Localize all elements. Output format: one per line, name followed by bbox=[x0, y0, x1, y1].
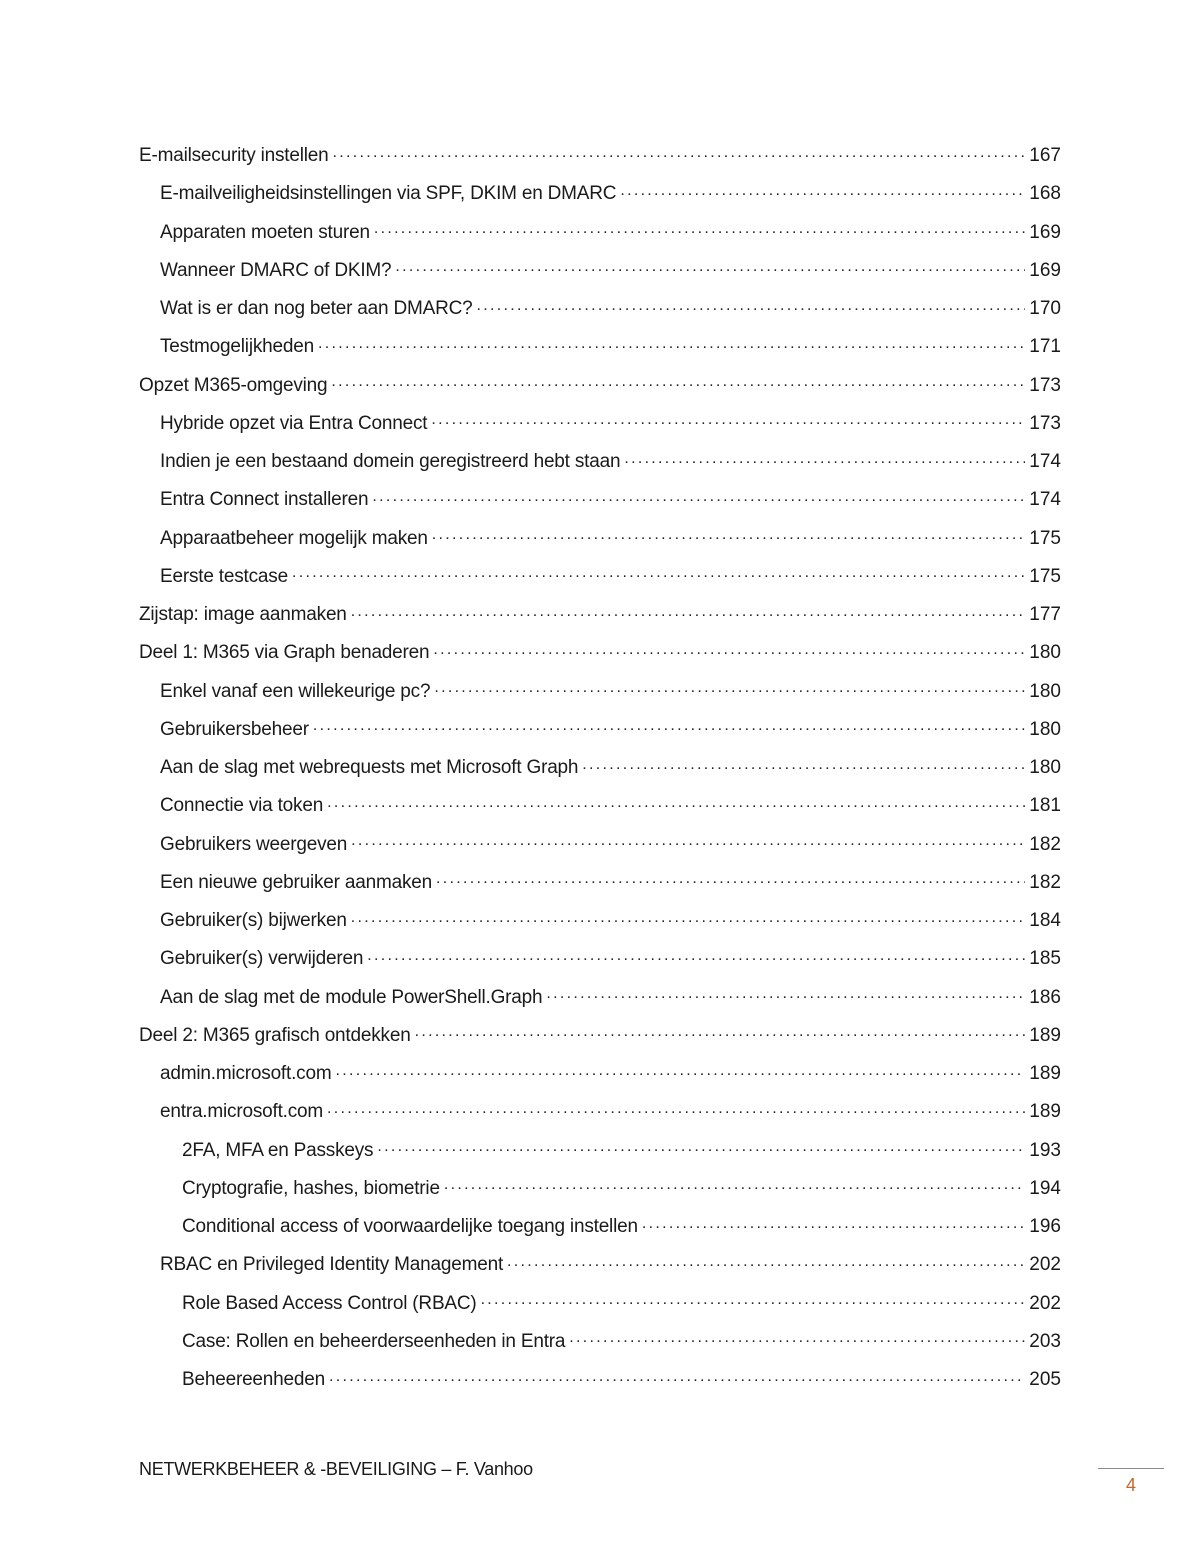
footer-divider bbox=[1098, 1468, 1164, 1469]
dot-leader bbox=[351, 835, 1025, 854]
toc-entry-title: Connectie via token bbox=[160, 795, 327, 817]
dot-leader bbox=[292, 567, 1025, 586]
table-of-contents bbox=[139, 137, 1061, 1399]
dot-leader bbox=[507, 1256, 1025, 1275]
toc-entry-title: Entra Connect installeren bbox=[160, 489, 372, 511]
toc-entry[interactable] bbox=[139, 214, 1061, 252]
toc-entry[interactable] bbox=[139, 252, 1061, 290]
toc-entry[interactable] bbox=[139, 1323, 1061, 1361]
toc-entry-page: 189 bbox=[1025, 1025, 1061, 1047]
dot-leader bbox=[444, 1179, 1025, 1198]
toc-entry-title: Conditional access of voorwaardelijke toegang instellen bbox=[182, 1216, 642, 1238]
toc-entry-page: 167 bbox=[1025, 145, 1061, 167]
toc-entry[interactable] bbox=[139, 787, 1061, 825]
toc-entry-title: RBAC en Privileged Identity Management bbox=[160, 1254, 507, 1276]
toc-entry-title: Role Based Access Control (RBAC) bbox=[182, 1293, 481, 1315]
dot-leader bbox=[624, 453, 1025, 472]
toc-entry[interactable] bbox=[139, 405, 1061, 443]
toc-entry-title: Opzet M365-omgeving bbox=[139, 375, 331, 397]
dot-leader bbox=[569, 1332, 1025, 1351]
toc-entry-title: Enkel vanaf een willekeurige pc? bbox=[160, 681, 434, 703]
footer-title: NETWERKBEHEER & -BEVEILIGING – F. Vanhoo bbox=[139, 1459, 533, 1479]
dot-leader bbox=[582, 759, 1025, 778]
toc-entry[interactable] bbox=[139, 596, 1061, 634]
dot-leader bbox=[476, 300, 1025, 319]
dot-leader bbox=[313, 720, 1025, 739]
dot-leader bbox=[377, 1141, 1025, 1160]
toc-entry-page: 185 bbox=[1025, 948, 1061, 970]
toc-entry-page: 180 bbox=[1025, 719, 1061, 741]
dot-leader bbox=[433, 644, 1025, 663]
toc-entry[interactable] bbox=[139, 1017, 1061, 1055]
dot-leader bbox=[432, 529, 1026, 548]
dot-leader bbox=[331, 376, 1025, 395]
toc-entry[interactable] bbox=[139, 1055, 1061, 1093]
toc-entry-page: 180 bbox=[1025, 681, 1061, 703]
toc-entry[interactable] bbox=[139, 1132, 1061, 1170]
toc-entry-page: 169 bbox=[1025, 222, 1061, 244]
toc-entry-page: 202 bbox=[1025, 1293, 1061, 1315]
toc-entry-page: 170 bbox=[1025, 298, 1061, 320]
toc-entry-page: 205 bbox=[1025, 1369, 1061, 1391]
dot-leader bbox=[329, 1371, 1025, 1390]
toc-entry-title: Testmogelijkheden bbox=[160, 336, 318, 358]
toc-entry-page: 203 bbox=[1025, 1331, 1061, 1353]
toc-entry[interactable] bbox=[139, 367, 1061, 405]
toc-entry[interactable] bbox=[139, 1246, 1061, 1284]
toc-entry[interactable] bbox=[139, 175, 1061, 213]
dot-leader bbox=[481, 1294, 1026, 1313]
dot-leader bbox=[374, 223, 1025, 242]
dot-leader bbox=[351, 912, 1026, 931]
toc-entry-page: 174 bbox=[1025, 451, 1061, 473]
toc-entry[interactable] bbox=[139, 328, 1061, 366]
toc-entry-page: 174 bbox=[1025, 489, 1061, 511]
toc-entry[interactable] bbox=[139, 940, 1061, 978]
toc-entry-title: Indien je een bestaand domein geregistreerd hebt staan bbox=[160, 451, 624, 473]
toc-entry[interactable] bbox=[139, 673, 1061, 711]
toc-entry-title: Case: Rollen en beheerderseenheden in Entra bbox=[182, 1331, 569, 1353]
toc-entry-title: Hybride opzet via Entra Connect bbox=[160, 413, 431, 435]
toc-entry-title: Beheereenheden bbox=[182, 1369, 329, 1391]
toc-entry-page: 189 bbox=[1025, 1101, 1061, 1123]
dot-leader bbox=[333, 147, 1026, 166]
toc-entry-title: Gebruikersbeheer bbox=[160, 719, 313, 741]
toc-entry-page: 175 bbox=[1025, 528, 1061, 550]
toc-entry[interactable] bbox=[139, 711, 1061, 749]
toc-entry-title: 2FA, MFA en Passkeys bbox=[182, 1140, 377, 1162]
toc-entry-title: Zijstap: image aanmaken bbox=[139, 604, 351, 626]
dot-leader bbox=[546, 988, 1025, 1007]
toc-entry-page: 173 bbox=[1025, 375, 1061, 397]
toc-entry-title: Deel 1: M365 via Graph benaderen bbox=[139, 642, 433, 664]
dot-leader bbox=[351, 606, 1026, 625]
toc-entry-page: 202 bbox=[1025, 1254, 1061, 1276]
toc-entry-title: Gebruiker(s) verwijderen bbox=[160, 948, 367, 970]
dot-leader bbox=[327, 1103, 1025, 1122]
toc-entry[interactable] bbox=[139, 1208, 1061, 1246]
toc-entry-page: 169 bbox=[1025, 260, 1061, 282]
toc-entry[interactable] bbox=[139, 902, 1061, 940]
toc-entry[interactable] bbox=[139, 1361, 1061, 1399]
toc-entry-title: Gebruikers weergeven bbox=[160, 834, 351, 856]
dot-leader bbox=[395, 261, 1025, 280]
toc-entry[interactable] bbox=[139, 1285, 1061, 1323]
toc-entry-title: Deel 2: M365 grafisch ontdekken bbox=[139, 1025, 415, 1047]
toc-entry-page: 189 bbox=[1025, 1063, 1061, 1085]
toc-entry-page: 181 bbox=[1025, 795, 1061, 817]
toc-entry-title: Aan de slag met de module PowerShell.Graph bbox=[160, 987, 546, 1009]
dot-leader bbox=[620, 185, 1025, 204]
toc-entry-page: 168 bbox=[1025, 183, 1061, 205]
toc-entry[interactable] bbox=[139, 864, 1061, 902]
toc-entry[interactable] bbox=[139, 558, 1061, 596]
toc-entry-page: 184 bbox=[1025, 910, 1061, 932]
toc-entry[interactable] bbox=[139, 481, 1061, 519]
toc-entry-page: 171 bbox=[1025, 336, 1061, 358]
toc-entry-page: 180 bbox=[1025, 642, 1061, 664]
toc-entry-page: 193 bbox=[1025, 1140, 1061, 1162]
toc-entry-title: Wanneer DMARC of DKIM? bbox=[160, 260, 395, 282]
toc-entry-title: entra.microsoft.com bbox=[160, 1101, 327, 1123]
dot-leader bbox=[415, 1026, 1026, 1045]
toc-entry[interactable] bbox=[139, 137, 1061, 175]
toc-entry-title: Wat is er dan nog beter aan DMARC? bbox=[160, 298, 476, 320]
toc-entry-title: Aan de slag met webrequests met Microsoft Graph bbox=[160, 757, 582, 779]
toc-entry[interactable] bbox=[139, 290, 1061, 328]
toc-entry-title: Cryptografie, hashes, biometrie bbox=[182, 1178, 444, 1200]
toc-entry-title: Eerste testcase bbox=[160, 566, 292, 588]
toc-entry-title: Een nieuwe gebruiker aanmaken bbox=[160, 872, 436, 894]
page-number: 4 bbox=[1125, 1475, 1136, 1495]
dot-leader bbox=[327, 797, 1025, 816]
toc-entry-page: 177 bbox=[1025, 604, 1061, 626]
dot-leader bbox=[436, 873, 1025, 892]
toc-entry-page: 194 bbox=[1025, 1178, 1061, 1200]
toc-entry-title: E-mailveiligheidsinstellingen via SPF, DKIM en DMARC bbox=[160, 183, 620, 205]
toc-entry-page: 180 bbox=[1025, 757, 1061, 779]
dot-leader bbox=[367, 950, 1025, 969]
dot-leader bbox=[372, 491, 1025, 510]
toc-entry-page: 182 bbox=[1025, 872, 1061, 894]
toc-entry-title: Apparaten moeten sturen bbox=[160, 222, 374, 244]
toc-entry-title: admin.microsoft.com bbox=[160, 1063, 335, 1085]
toc-entry[interactable] bbox=[139, 749, 1061, 787]
toc-entry-title: E-mailsecurity instellen bbox=[139, 145, 333, 167]
dot-leader bbox=[335, 1065, 1025, 1084]
toc-entry-page: 173 bbox=[1025, 413, 1061, 435]
toc-entry[interactable] bbox=[139, 1170, 1061, 1208]
dot-leader bbox=[318, 338, 1025, 357]
toc-entry[interactable] bbox=[139, 1093, 1061, 1131]
toc-entry[interactable] bbox=[139, 826, 1061, 864]
toc-entry-page: 186 bbox=[1025, 987, 1061, 1009]
toc-entry-page: 175 bbox=[1025, 566, 1061, 588]
toc-entry-title: Gebruiker(s) bijwerken bbox=[160, 910, 351, 932]
dot-leader bbox=[642, 1218, 1025, 1237]
toc-entry[interactable] bbox=[139, 634, 1061, 672]
dot-leader bbox=[434, 682, 1025, 701]
toc-entry-title: Apparaatbeheer mogelijk maken bbox=[160, 528, 432, 550]
toc-entry[interactable] bbox=[139, 443, 1061, 481]
toc-entry[interactable] bbox=[139, 520, 1061, 558]
toc-entry[interactable] bbox=[139, 979, 1061, 1017]
dot-leader bbox=[431, 414, 1025, 433]
toc-entry-page: 182 bbox=[1025, 834, 1061, 856]
toc-entry-page: 196 bbox=[1025, 1216, 1061, 1238]
